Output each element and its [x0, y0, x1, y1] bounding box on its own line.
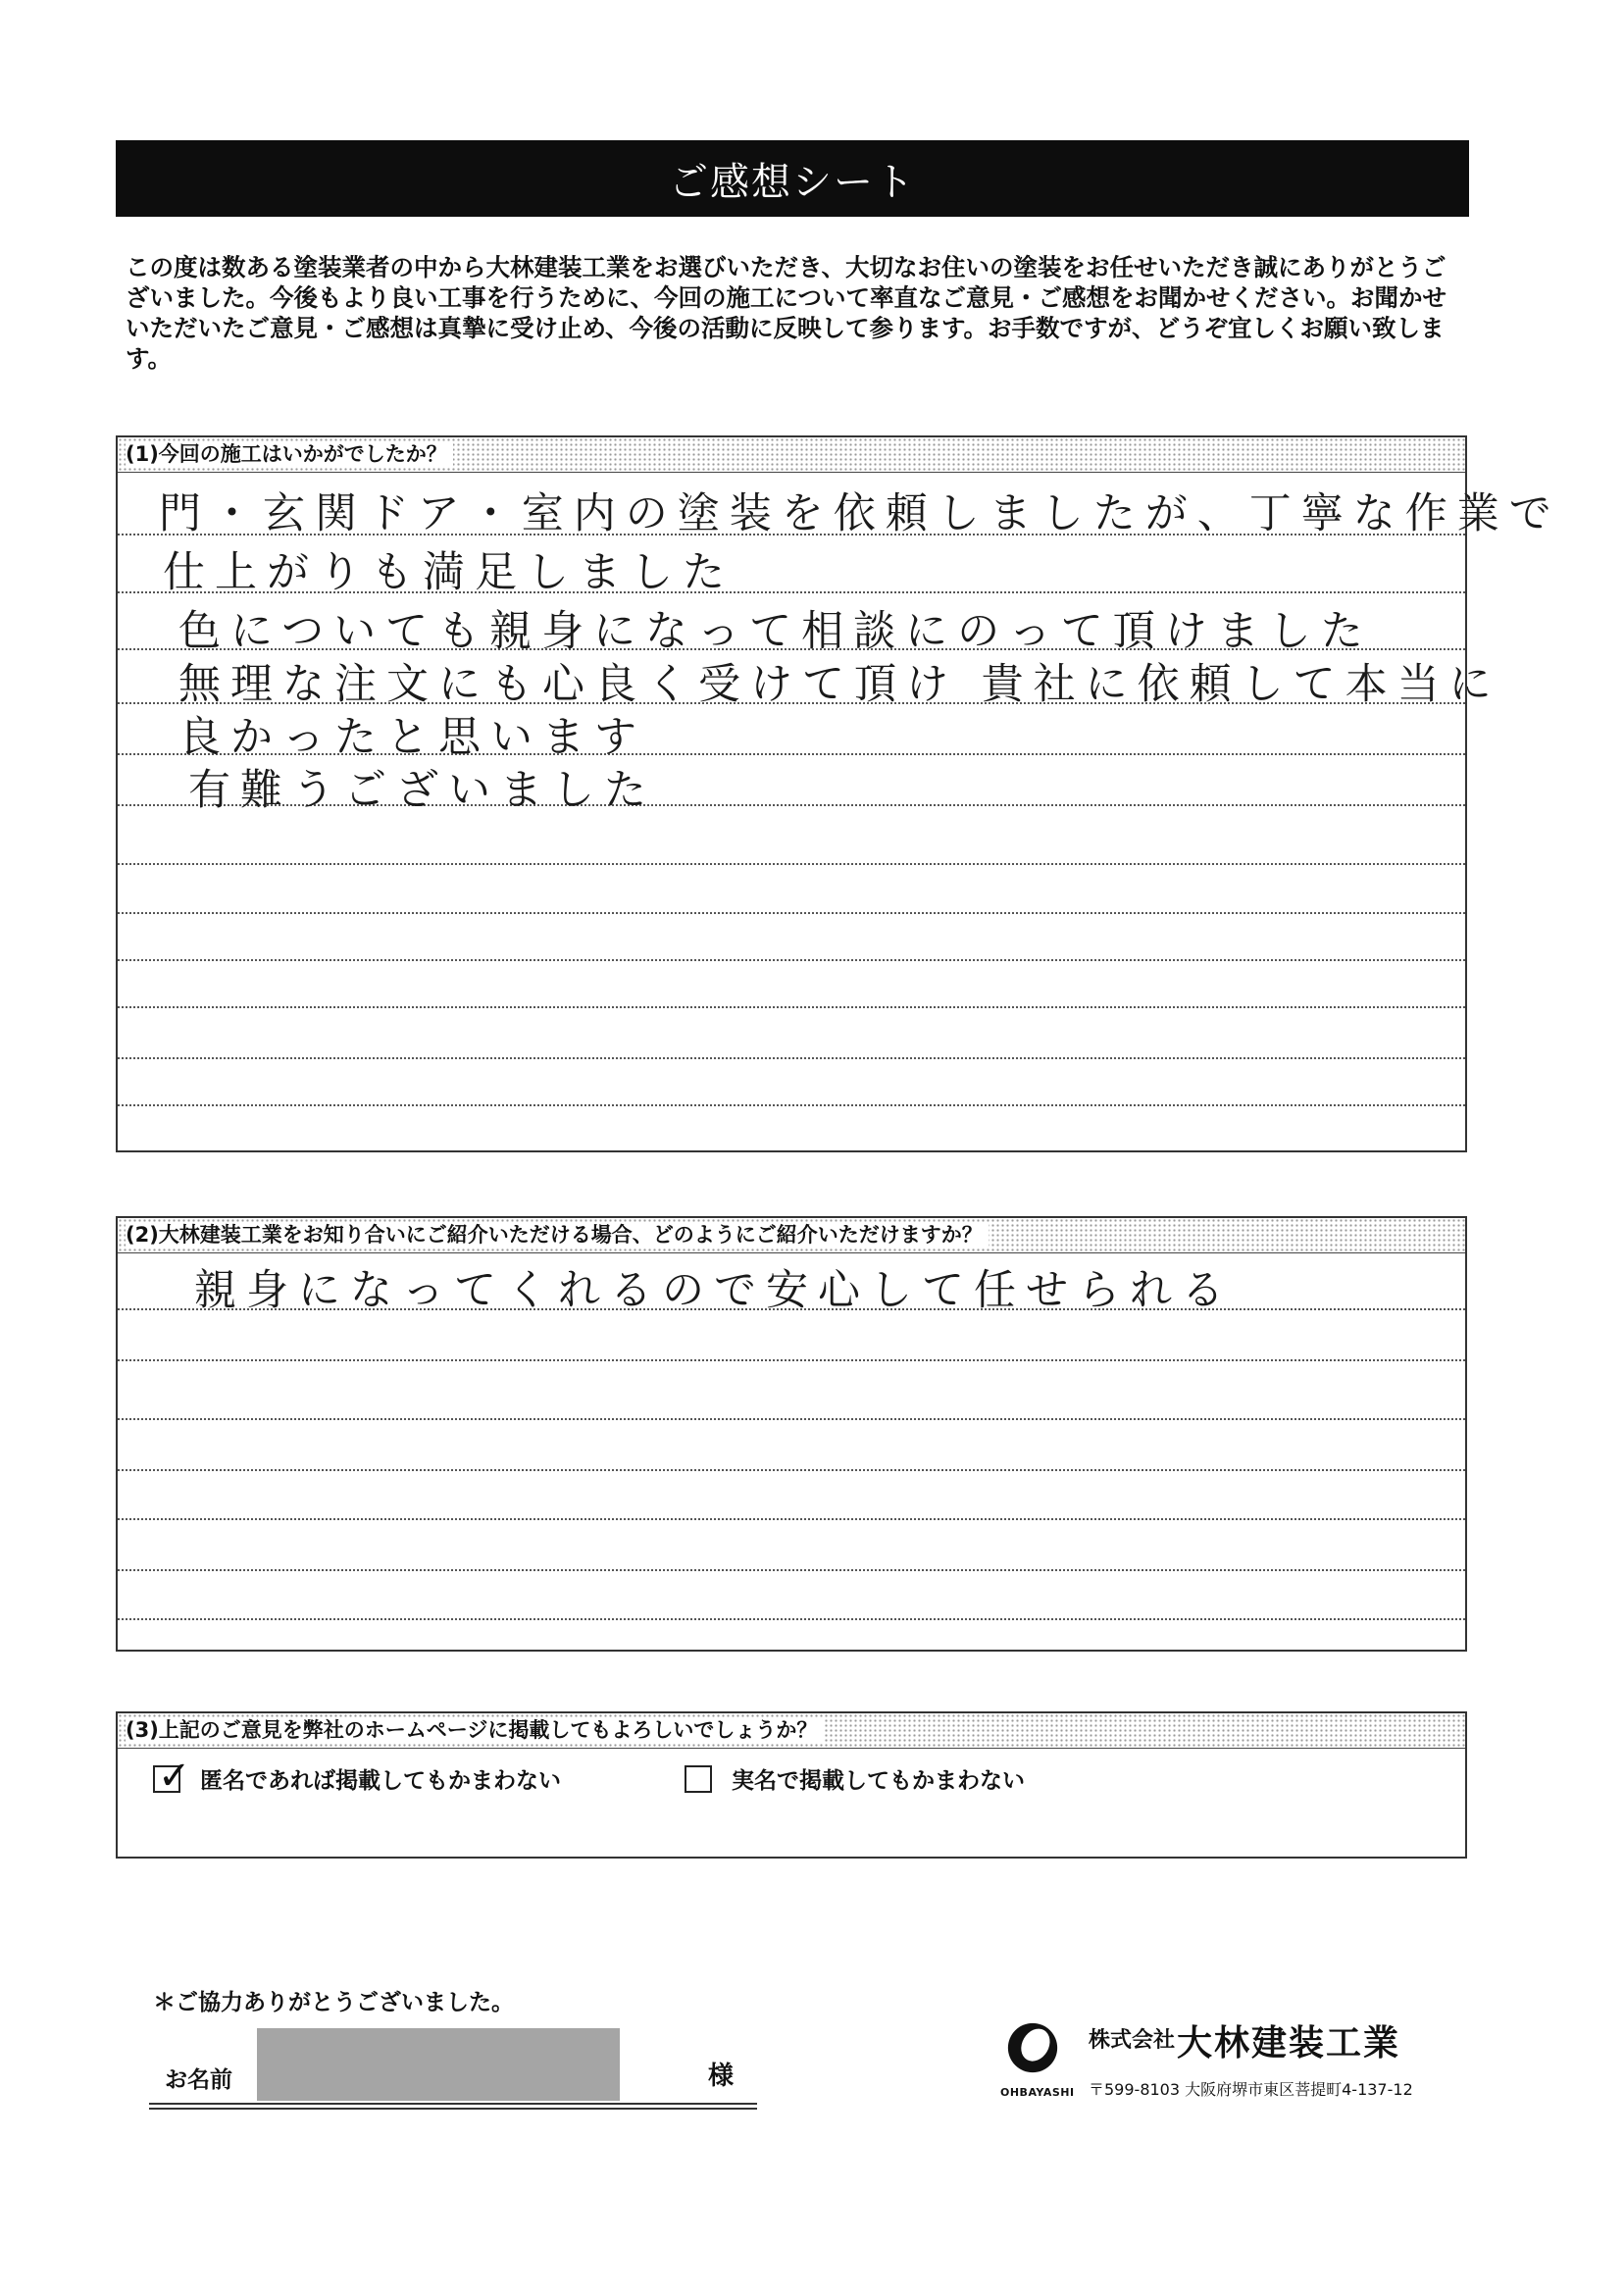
- handwritten-line: 仕上がりも満足しました: [163, 548, 735, 597]
- company-romanized: OHBAYASHI: [1000, 2086, 1075, 2099]
- handwritten-line: 門・玄関ドア・室内の塗装を依頼しましたが、丁寧な作業で: [159, 489, 1561, 538]
- question-2-section: [116, 1216, 1467, 1652]
- option-anonymous[interactable]: [153, 1753, 561, 1799]
- question-3-section: [116, 1711, 1467, 1859]
- thanks-note: ＊ご協力ありがとうございました。: [153, 1990, 514, 2015]
- option-anonymous-label: 匿名であれば掲載してもかまわない: [200, 1768, 561, 1794]
- name-field: [149, 2028, 757, 2107]
- sheet-title: ご感想シート: [116, 140, 1469, 217]
- question-1-section: [116, 435, 1561, 1152]
- handwritten-line: 色についても親身になって相談にのって頂けました: [178, 607, 1373, 656]
- publish-options: [118, 1749, 1465, 1817]
- name-suffix: 様: [708, 2062, 735, 2091]
- question-2-label: (2)大林建装工業をお知り合いにご紹介いただける場合、どのようにご紹介いただけますか？: [126, 1223, 989, 1247]
- company-address: 〒599-8103 大阪府堺市東区菩提町4-137-12: [1089, 2080, 1413, 2099]
- redacted-name: [257, 2028, 620, 2101]
- option-real-name[interactable]: [685, 1762, 1025, 1795]
- handwritten-line: 親身になってくれるので安心して任せられる: [194, 1266, 1234, 1315]
- name-label: お名前: [165, 2067, 232, 2093]
- question-2-header: [118, 1218, 1465, 1253]
- checkbox-real-name[interactable]: [685, 1765, 712, 1793]
- handwritten-line: 無理な注文にも心良く受けて頂け 貴社に依頼して本当に: [178, 660, 1501, 709]
- name-underline: [149, 2103, 757, 2105]
- checkbox-anonymous[interactable]: [153, 1753, 191, 1799]
- company-name: 大林建装工業: [1177, 2023, 1401, 2064]
- company-prefix: 株式会社: [1089, 2028, 1176, 2053]
- name-underline: [149, 2108, 757, 2110]
- intro-text: この度は数ある塗装業者の中から大林建装工業をお選びいただき、大切なお住いの塗装をお任せいただき誠にありがとうございました。今後もより良い工事を行うために、今回の施工について率直なご意見・ご感想をお聞かせください。お聞かせいただいたご意見・ご感想は真摯に受け止め、今後の活動に反映して参ります。お手数ですが、どうぞ宜しくお願い致します。: [126, 253, 1447, 373]
- question-3-label: (3)上記のご意見を弊社のホームページに掲載してもよろしいでしょうか？: [126, 1718, 823, 1742]
- question-1-label: (1)今回の施工はいかがでしたか？: [126, 442, 453, 466]
- company-mark-icon: [1004, 2019, 1061, 2076]
- handwritten-line: 良かったと思います: [178, 713, 646, 762]
- checkmark-icon: ✓: [158, 1753, 191, 1799]
- question-3-header: [118, 1713, 1465, 1749]
- company-logo: [1000, 2015, 1432, 2104]
- handwritten-line: 有難うございました: [188, 766, 656, 815]
- option-real-name-label: 実名で掲載してもかまわない: [732, 1768, 1025, 1794]
- question-1-header: [118, 437, 1465, 473]
